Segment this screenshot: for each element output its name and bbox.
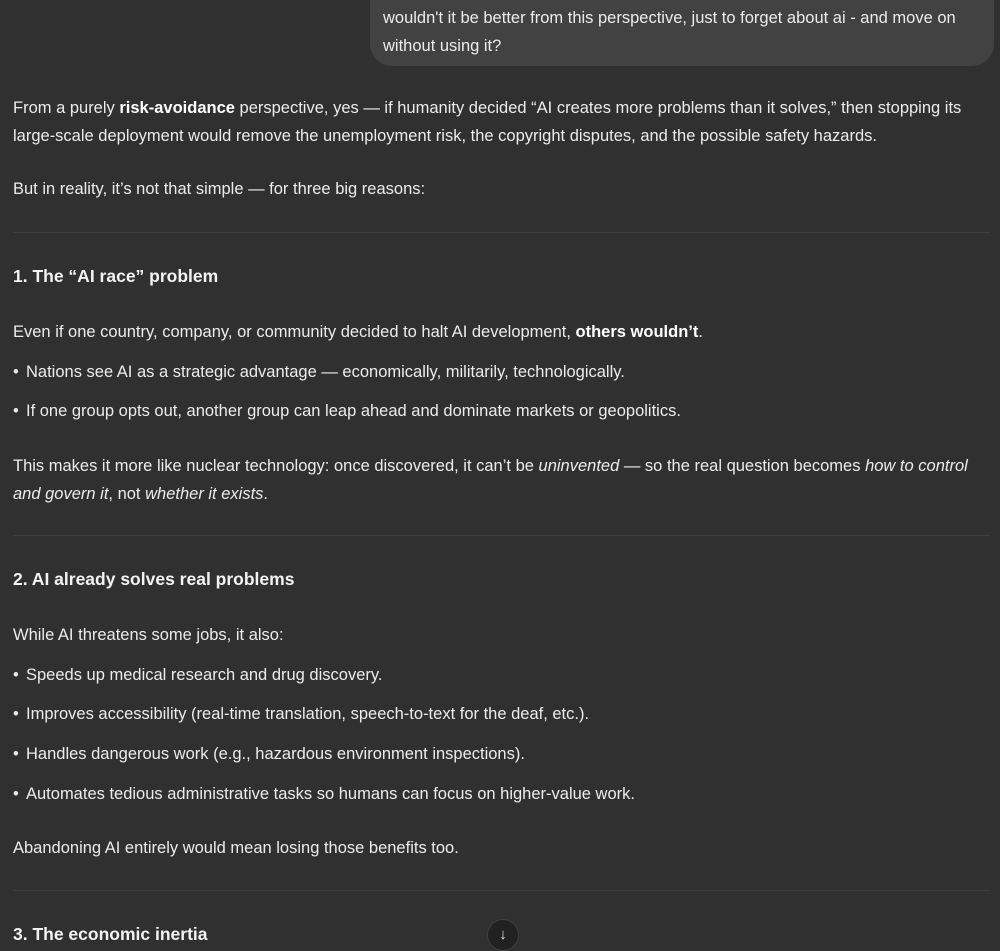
bullet-dot: • [13, 745, 19, 763]
section1-conclusion-b: — so the real question becomes [619, 457, 866, 475]
section1-intro-pre: Even if one country, company, or community decided to halt AI development, [13, 323, 576, 341]
scroll-to-bottom-button[interactable] [487, 919, 519, 951]
section2-heading: 2. AI already solves real problems [13, 569, 295, 589]
section2-conclusion: Abandoning AI entirely would mean losing those benefits too. [13, 839, 459, 857]
lead-in-paragraph: But in reality, it’s not that simple — for three big reasons: [13, 180, 426, 198]
section1-conclusion-a: This makes it more like nuclear technology: once discovered, it can’t be [13, 457, 539, 475]
section1-intro [13, 318, 703, 346]
list-item-text: Automates tedious administrative tasks so humans can focus on higher-value work. [26, 785, 635, 803]
list-item-text: Handles dangerous work (e.g., hazardous environment inspections). [26, 745, 525, 763]
bullet-dot: • [13, 666, 19, 684]
section1-conclusion [13, 452, 990, 508]
intro-text-post: perspective, yes — if humanity decided “AI creates more problems than it solves,” then stopping its large-scale deployment would remove the unemployment risk, the copyright disputes, and the possible safety hazards. [13, 99, 962, 145]
user-message-bubble [370, 0, 994, 66]
bullet-dot: • [13, 402, 19, 420]
bullet-dot: • [13, 705, 19, 723]
user-message-text: wouldn't it be better from this perspective, just to forget about ai - and move on without using it? [383, 9, 956, 55]
arrow-down-icon: ↓ [499, 926, 507, 943]
section1-conclusion-i2: how to control and govern it [13, 457, 968, 503]
divider [13, 535, 990, 536]
list-item-text: Improves accessibility (real-time translation, speech-to-text for the deaf, etc.). [26, 705, 590, 723]
list-item-text: Speeds up medical research and drug discovery. [26, 666, 383, 684]
section1-conclusion-c: , not [108, 485, 146, 503]
bullet-dot: • [13, 785, 19, 803]
section2-intro: While AI threatens some jobs, it also: [13, 626, 284, 644]
list-item-text: Nations see AI as a strategic advantage — economically, militarily, technologically. [26, 363, 625, 381]
section1-conclusion-i1: uninvented [538, 457, 620, 475]
intro-paragraph [13, 94, 990, 150]
intro-text-pre: From a purely [13, 99, 120, 117]
divider [13, 232, 990, 233]
section1-conclusion-d: . [263, 485, 268, 503]
section1-intro-bold: others wouldn’t [575, 323, 699, 341]
bullet-dot: • [13, 363, 19, 381]
list-item-text: If one group opts out, another group can leap ahead and dominate markets or geopolitics. [26, 402, 681, 420]
intro-text-bold: risk-avoidance [119, 99, 235, 117]
divider [13, 890, 990, 891]
section3-heading: 3. The economic inertia [13, 924, 208, 944]
section1-conclusion-i3: whether it exists [145, 485, 264, 503]
section1-intro-post: . [698, 323, 703, 341]
section1-heading: 1. The “AI race” problem [13, 266, 219, 286]
